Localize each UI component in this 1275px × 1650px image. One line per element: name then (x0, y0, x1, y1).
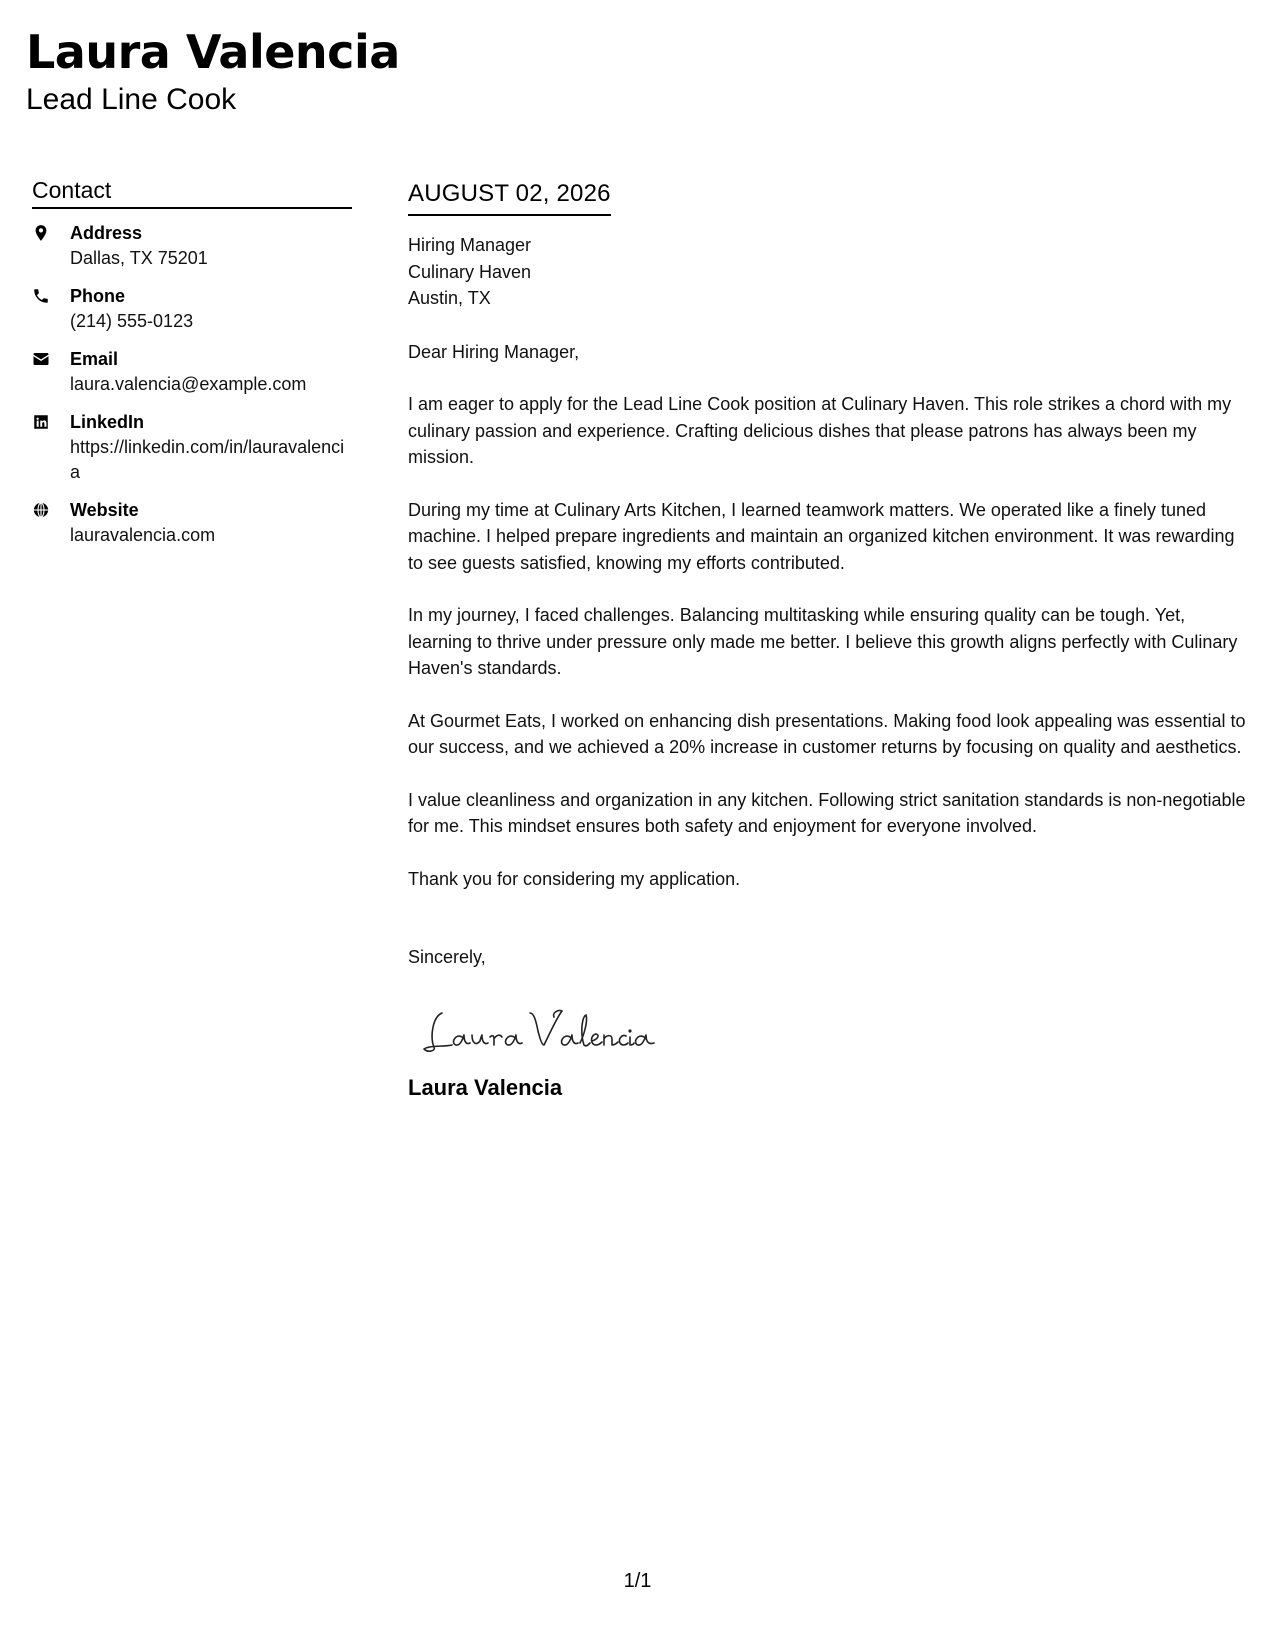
contact-label-phone: Phone (70, 286, 126, 306)
page-number: 1/1 (623, 1570, 652, 1592)
closing-phrase: Sincerely, (408, 947, 486, 967)
letter-paragraph: I value cleanliness and organization in any kitchen. Following strict sanitation standards is non-negotiable for me. This mindset ensures both safety and enjoyment for everyone involved. (408, 789, 1246, 836)
recipient-block (408, 232, 1248, 312)
signer-name: Laura Valencia (408, 1074, 563, 1100)
resume-header (26, 22, 400, 118)
contact-sidebar (32, 175, 352, 561)
contact-item-address (32, 221, 352, 271)
letter-paragraph: Thank you for considering my application. (408, 868, 741, 889)
contact-value-linkedin[interactable]: https://linkedin.com/in/lauravalencia (70, 437, 345, 482)
contact-item-email (32, 347, 352, 397)
contact-list (32, 221, 352, 548)
letter-paragraph: During my time at Culinary Arts Kitchen, I learned teamwork matters. We operated like a finely tuned machine. I helped prepare ingredients and maintain an organized kitchen environment. It was rewarding to see guests satisfied, knowing my efforts contributed. (408, 499, 1235, 573)
applicant-name: Laura Valencia (26, 25, 400, 79)
contact-item-phone (32, 284, 352, 334)
contact-label-linkedin: LinkedIn (70, 412, 145, 432)
contact-label-website: Website (70, 500, 139, 520)
salutation: Dear Hiring Manager, (408, 341, 580, 362)
envelope-icon (32, 347, 70, 371)
contact-value-website[interactable]: lauravalencia.com (70, 525, 216, 545)
phone-icon (32, 284, 70, 308)
letter-paragraph: At Gourmet Eats, I worked on enhancing dish presentations. Making food look appealing was essential to our success, and we achieved a 20% increase in customer returns by focusing on quality and aesthetics. (408, 710, 1246, 757)
recipient-location: Austin, TX (408, 288, 491, 308)
handwritten-signature (422, 999, 1248, 1059)
contact-value-phone: (214) 555-0123 (70, 311, 194, 331)
letter-paragraph: In my journey, I faced challenges. Balancing multitasking while ensuring quality can be tough. Yet, learning to thrive under pressure only made me better. I believe this growth aligns perfectly with Culinary Haven's standards. (408, 605, 1238, 678)
applicant-role: Lead Line Cook (26, 83, 237, 116)
contact-label-email: Email (70, 349, 119, 369)
contact-item-linkedin (32, 410, 352, 485)
map-pin-icon (32, 221, 70, 245)
recipient-company: Culinary Haven (408, 261, 532, 282)
letter-body (408, 177, 1248, 1103)
contact-value-email: laura.valencia@example.com (70, 374, 307, 394)
letter-paragraph: I am eager to apply for the Lead Line Cook position at Culinary Haven. This role strikes a chord with my culinary passion and experience. Crafting delicious dishes that please patrons has always been my mission. (408, 394, 1232, 467)
contact-item-website (32, 498, 352, 548)
letter-date: AUGUST 02, 2026 (408, 177, 611, 216)
globe-icon (32, 498, 70, 522)
contact-label-address: Address (70, 223, 143, 243)
signature-drawing (422, 999, 662, 1059)
linkedin-icon (32, 410, 70, 434)
contact-section-title: Contact (32, 175, 352, 209)
recipient-title: Hiring Manager (408, 235, 532, 255)
contact-value-address: Dallas, TX 75201 (70, 248, 208, 268)
